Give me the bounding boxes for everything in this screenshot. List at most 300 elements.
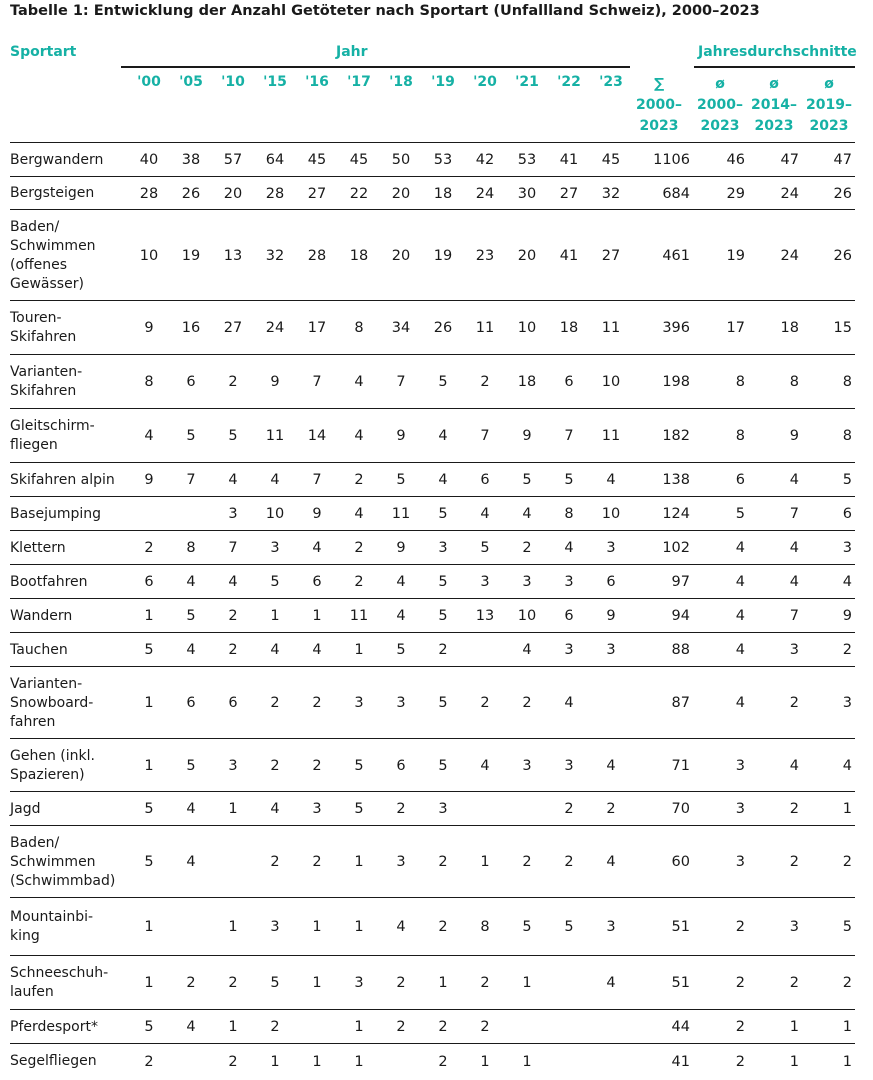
year-value-cell — [171, 898, 211, 956]
year-value-cell: 3 — [228, 757, 238, 774]
year-value-cell: 4 — [354, 428, 364, 444]
average-cell: 1 — [789, 1019, 799, 1035]
year-value-cell: 2 — [354, 540, 364, 556]
year-value-cell: 2 — [564, 801, 574, 817]
year-header: '23 — [599, 74, 623, 90]
year-value-cell: 26 — [433, 320, 453, 336]
sum-cell: 198 — [662, 374, 690, 390]
year-value-cell — [507, 1010, 547, 1044]
sport-label: Varianten- Snowboard- fahren — [10, 675, 94, 730]
average-cell: 1 — [789, 1053, 799, 1070]
year-value-cell: 2 — [480, 1019, 490, 1035]
sport-label: Gleitschirm- fliegen — [10, 418, 95, 453]
year-value-cell: 22 — [349, 185, 369, 202]
table-row — [10, 408, 855, 463]
average-cell: 8 — [842, 374, 852, 390]
table-row — [10, 666, 855, 739]
year-header: '00 — [137, 74, 161, 90]
table-row — [10, 791, 855, 826]
year-value-cell: 1 — [312, 608, 322, 624]
average-cell: 4 — [842, 574, 852, 590]
header-avg-2000-2023: ø 2000– 2023 — [697, 76, 743, 134]
average-cell: 3 — [735, 854, 745, 870]
sum-cell: 70 — [671, 801, 690, 817]
header-avg-2019-2023: ø 2019– 2023 — [806, 76, 852, 134]
year-value-cell: 2 — [480, 975, 490, 991]
sum-cell: 44 — [671, 1019, 690, 1035]
table-row — [10, 955, 855, 1010]
average-cell: 4 — [735, 574, 745, 590]
sum-cell: 182 — [662, 428, 690, 444]
year-value-cell: 1 — [354, 642, 364, 658]
year-value-cell: 2 — [228, 608, 238, 624]
average-cell: 47 — [833, 152, 852, 168]
sum-cell: 87 — [671, 695, 690, 711]
average-cell: 4 — [735, 642, 745, 658]
year-value-cell: 2 — [186, 975, 196, 991]
table-row — [10, 354, 855, 409]
year-value-cell: 6 — [564, 608, 574, 624]
year-value-cell: 5 — [354, 801, 364, 817]
average-cell: 1 — [842, 801, 852, 817]
year-value-cell: 6 — [606, 574, 616, 590]
year-value-cell: 6 — [186, 695, 196, 711]
table-title: Tabelle 1: Entwicklung der Anzahl Getöteter nach Sportart (Unfallland Schweiz), 2000–2023 — [10, 3, 760, 19]
sport-label: Baden/ Schwimmen (Schwimmbad) — [10, 834, 116, 889]
year-value-cell: 7 — [396, 374, 406, 390]
year-value-cell: 1 — [354, 1053, 364, 1070]
year-value-cell: 11 — [391, 506, 411, 522]
year-value-cell: 1 — [270, 1053, 280, 1070]
year-value-cell: 5 — [228, 428, 238, 444]
average-cell: 5 — [842, 472, 852, 488]
average-cell: 3 — [789, 919, 799, 935]
year-value-cell: 3 — [396, 695, 406, 711]
year-value-cell: 14 — [307, 428, 327, 444]
year-value-cell: 2 — [480, 374, 490, 390]
year-value-cell: 3 — [228, 506, 238, 522]
year-value-cell: 1 — [438, 975, 448, 991]
year-header: '20 — [473, 74, 497, 90]
year-header: '18 — [389, 74, 413, 90]
year-value-cell: 1 — [144, 919, 154, 935]
table-row — [10, 530, 855, 565]
year-value-cell: 7 — [564, 428, 574, 444]
year-value-cell: 11 — [601, 428, 621, 444]
year-value-cell — [213, 826, 253, 898]
year-value-cell: 4 — [270, 642, 280, 658]
year-value-cell: 8 — [186, 540, 196, 556]
year-header: '17 — [347, 74, 371, 90]
year-header: '21 — [515, 74, 539, 90]
year-value-cell: 10 — [517, 608, 537, 624]
average-cell: 6 — [842, 506, 852, 522]
year-value-cell: 4 — [564, 695, 574, 711]
sum-cell: 461 — [662, 247, 690, 264]
average-cell: 29 — [726, 185, 745, 202]
year-value-cell: 30 — [517, 185, 537, 202]
year-value-cell: 3 — [564, 642, 574, 658]
year-value-cell: 4 — [438, 472, 448, 488]
year-value-cell — [465, 633, 505, 667]
year-value-cell: 5 — [438, 695, 448, 711]
sum-cell: 396 — [662, 320, 690, 336]
average-cell: 3 — [735, 801, 745, 817]
table-row — [10, 496, 855, 531]
table-row — [10, 209, 855, 301]
year-value-cell: 9 — [522, 428, 532, 444]
year-value-cell: 17 — [307, 320, 327, 336]
year-value-cell: 4 — [354, 374, 364, 390]
year-value-cell: 26 — [181, 185, 201, 202]
sport-label: Bergsteigen — [10, 185, 95, 201]
average-cell: 6 — [735, 472, 745, 488]
sport-label: Gehen (inkl. Spazieren) — [10, 747, 95, 783]
sport-label: Baden/ Schwimmen (offenes Gewässer) — [10, 218, 96, 292]
average-cell: 5 — [842, 919, 852, 935]
year-value-cell: 1 — [354, 1019, 364, 1035]
year-value-cell: 4 — [270, 472, 280, 488]
year-value-cell: 2 — [522, 540, 532, 556]
year-value-cell: 4 — [606, 472, 616, 488]
average-cell: 2 — [789, 854, 799, 870]
year-value-cell: 3 — [396, 854, 406, 870]
header-avg-2014-2023: ø 2014– 2023 — [751, 76, 797, 134]
year-value-cell: 10 — [265, 506, 285, 522]
average-cell: 4 — [735, 695, 745, 711]
year-value-cell: 3 — [270, 540, 280, 556]
sum-cell: 41 — [671, 1053, 690, 1070]
year-value-cell: 2 — [438, 919, 448, 935]
year-value-cell: 4 — [606, 757, 616, 774]
average-cell: 7 — [789, 506, 799, 522]
year-value-cell: 2 — [606, 801, 616, 817]
year-value-cell: 57 — [223, 152, 243, 168]
year-value-cell: 1 — [228, 801, 238, 817]
average-cell: 18 — [780, 320, 799, 336]
year-value-cell — [549, 956, 589, 1010]
year-value-cell: 1 — [522, 1053, 532, 1070]
year-value-cell: 45 — [307, 152, 327, 168]
year-value-cell: 7 — [186, 472, 196, 488]
year-value-cell: 9 — [606, 608, 616, 624]
year-value-cell: 4 — [480, 506, 490, 522]
year-value-cell: 8 — [480, 919, 490, 935]
year-value-cell: 5 — [396, 642, 406, 658]
sum-cell: 88 — [671, 642, 690, 658]
average-cell: 1 — [842, 1019, 852, 1035]
sum-cell: 102 — [662, 540, 690, 556]
table-row — [10, 897, 855, 956]
table-row — [10, 825, 855, 898]
sport-label: Mountainbi- king — [10, 909, 94, 944]
year-value-cell: 28 — [265, 185, 285, 202]
year-value-cell: 2 — [438, 1053, 448, 1070]
year-value-cell: 10 — [601, 374, 621, 390]
average-cell: 4 — [789, 574, 799, 590]
table-row — [10, 142, 855, 177]
year-value-cell: 11 — [601, 320, 621, 336]
year-value-cell: 4 — [396, 919, 406, 935]
sum-cell: 94 — [671, 608, 690, 624]
year-value-cell: 1 — [228, 1019, 238, 1035]
year-value-cell: 3 — [564, 757, 574, 774]
year-value-cell: 10 — [517, 320, 537, 336]
year-value-cell: 2 — [228, 1053, 238, 1070]
average-cell: 8 — [735, 428, 745, 444]
sport-label: Schneeschuh- laufen — [10, 965, 109, 1000]
table-row — [10, 300, 855, 355]
year-value-cell: 20 — [223, 185, 243, 202]
year-header: '05 — [179, 74, 203, 90]
average-cell: 2 — [842, 642, 852, 658]
average-cell: 26 — [833, 247, 852, 264]
year-value-cell: 3 — [312, 801, 322, 817]
year-value-cell: 7 — [228, 540, 238, 556]
year-value-cell: 1 — [354, 854, 364, 870]
year-value-cell: 5 — [186, 428, 196, 444]
year-value-cell: 23 — [475, 247, 495, 264]
average-cell: 2 — [735, 975, 745, 991]
year-value-cell: 2 — [522, 695, 532, 711]
year-value-cell: 18 — [433, 185, 453, 202]
average-cell: 2 — [842, 854, 852, 870]
year-value-cell: 4 — [228, 472, 238, 488]
average-cell: 15 — [833, 320, 852, 336]
year-header: '10 — [221, 74, 245, 90]
average-cell: 3 — [842, 695, 852, 711]
year-value-cell: 2 — [228, 975, 238, 991]
year-value-cell: 4 — [312, 642, 322, 658]
year-value-cell: 3 — [522, 574, 532, 590]
header-sum: ∑ 2000– 2023 — [636, 76, 682, 134]
year-value-cell: 45 — [601, 152, 621, 168]
year-value-cell: 2 — [312, 757, 322, 774]
year-value-cell: 5 — [438, 506, 448, 522]
year-value-cell: 4 — [396, 608, 406, 624]
sport-label: Bootfahren — [10, 573, 88, 590]
year-header: '15 — [263, 74, 287, 90]
year-value-cell: 2 — [228, 642, 238, 658]
average-cell: 7 — [789, 608, 799, 624]
sum-cell: 60 — [671, 854, 690, 870]
year-value-cell: 13 — [223, 247, 243, 264]
year-value-cell: 1 — [144, 975, 154, 991]
year-value-cell: 4 — [270, 801, 280, 817]
sum-cell: 1106 — [653, 152, 690, 168]
year-value-cell: 11 — [349, 608, 369, 624]
year-value-cell: 4 — [564, 540, 574, 556]
year-value-cell: 2 — [312, 695, 322, 711]
year-value-cell: 28 — [307, 247, 327, 264]
table-row — [10, 1043, 855, 1079]
year-value-cell: 19 — [181, 247, 201, 264]
year-value-cell — [129, 497, 169, 531]
year-value-cell: 5 — [564, 472, 574, 488]
table-row — [10, 632, 855, 667]
year-value-cell: 28 — [139, 185, 159, 202]
year-value-cell: 2 — [438, 1019, 448, 1035]
year-value-cell: 4 — [186, 574, 196, 590]
year-value-cell: 4 — [438, 428, 448, 444]
year-value-cell: 3 — [522, 757, 532, 774]
year-value-cell: 2 — [270, 757, 280, 774]
year-value-cell — [507, 792, 547, 826]
year-value-cell: 1 — [480, 854, 490, 870]
year-value-cell — [549, 1044, 589, 1079]
year-value-cell: 2 — [480, 695, 490, 711]
sport-label: Basejumping — [10, 505, 102, 522]
sum-cell: 124 — [662, 506, 690, 522]
sport-label: Varianten- Skifahren — [10, 364, 83, 399]
year-value-cell: 27 — [601, 247, 621, 264]
year-value-cell: 6 — [144, 574, 154, 590]
sport-label: Wandern — [10, 607, 73, 624]
year-value-cell: 7 — [312, 472, 322, 488]
year-value-cell: 7 — [312, 374, 322, 390]
year-value-cell — [591, 1044, 631, 1079]
year-value-cell: 6 — [564, 374, 574, 390]
year-value-cell: 5 — [438, 574, 448, 590]
year-value-cell: 5 — [144, 801, 154, 817]
year-value-cell: 11 — [475, 320, 495, 336]
year-value-cell: 20 — [517, 247, 537, 264]
average-cell: 47 — [780, 152, 799, 168]
header-sportart: Sportart — [10, 44, 77, 60]
year-value-cell: 8 — [144, 374, 154, 390]
year-value-cell: 5 — [396, 472, 406, 488]
year-value-cell: 5 — [186, 757, 196, 774]
year-value-cell: 3 — [606, 540, 616, 556]
year-value-cell: 1 — [480, 1053, 490, 1070]
year-value-cell: 19 — [433, 247, 453, 264]
year-value-cell: 6 — [228, 695, 238, 711]
year-value-cell: 64 — [265, 152, 285, 168]
average-cell: 2 — [789, 975, 799, 991]
year-value-cell: 9 — [144, 472, 154, 488]
average-cell: 4 — [789, 757, 799, 774]
year-header: '16 — [305, 74, 329, 90]
sport-label: Pferdesport* — [10, 1018, 98, 1035]
year-value-cell: 18 — [349, 247, 369, 264]
average-cell: 26 — [833, 185, 852, 202]
year-value-cell — [591, 1010, 631, 1044]
year-value-cell: 9 — [144, 320, 154, 336]
year-value-cell — [549, 1010, 589, 1044]
average-cell: 9 — [842, 608, 852, 624]
year-value-cell: 5 — [438, 374, 448, 390]
year-value-cell: 2 — [564, 854, 574, 870]
sum-cell: 97 — [671, 574, 690, 590]
average-cell: 2 — [735, 1053, 745, 1070]
year-value-cell: 9 — [396, 540, 406, 556]
year-value-cell: 24 — [265, 320, 285, 336]
year-value-cell: 3 — [354, 975, 364, 991]
average-cell: 4 — [842, 757, 852, 774]
year-value-cell: 7 — [480, 428, 490, 444]
year-value-cell: 5 — [144, 854, 154, 870]
year-value-cell — [381, 1044, 421, 1079]
average-cell: 5 — [735, 506, 745, 522]
average-cell: 4 — [789, 472, 799, 488]
sport-label: Skifahren alpin — [10, 471, 115, 488]
table-row — [10, 598, 855, 633]
sum-cell: 51 — [671, 919, 690, 935]
year-value-cell: 1 — [144, 695, 154, 711]
year-value-cell: 3 — [438, 801, 448, 817]
sport-label: Klettern — [10, 539, 66, 556]
year-value-cell: 2 — [438, 854, 448, 870]
year-value-cell: 4 — [186, 854, 196, 870]
average-cell: 2 — [735, 1019, 745, 1035]
year-value-cell: 38 — [181, 152, 201, 168]
year-value-cell: 16 — [181, 320, 201, 336]
year-value-cell: 1 — [522, 975, 532, 991]
year-value-cell: 18 — [517, 374, 537, 390]
year-value-cell: 1 — [312, 1053, 322, 1070]
average-cell: 8 — [789, 374, 799, 390]
year-value-cell: 4 — [144, 428, 154, 444]
year-value-cell: 1 — [144, 757, 154, 774]
sum-cell: 71 — [671, 757, 690, 774]
year-value-cell: 1 — [270, 608, 280, 624]
year-value-cell: 4 — [522, 506, 532, 522]
year-value-cell — [465, 792, 505, 826]
average-cell: 4 — [735, 608, 745, 624]
year-value-cell: 10 — [139, 247, 159, 264]
sport-label: Tauchen — [10, 641, 68, 658]
year-value-cell: 20 — [391, 247, 411, 264]
year-value-cell: 41 — [559, 152, 579, 168]
year-value-cell: 5 — [186, 608, 196, 624]
sport-label: Touren- Skifahren — [10, 310, 77, 345]
sum-cell: 51 — [671, 975, 690, 991]
year-value-cell — [171, 1044, 211, 1079]
year-value-cell: 10 — [601, 506, 621, 522]
average-cell: 2 — [789, 801, 799, 817]
average-cell: 46 — [726, 152, 745, 168]
year-value-cell: 27 — [307, 185, 327, 202]
average-cell: 24 — [780, 247, 799, 264]
header-jahr: Jahr — [336, 44, 368, 60]
year-value-cell: 2 — [438, 642, 448, 658]
year-value-cell: 5 — [522, 919, 532, 935]
average-cell: 17 — [726, 320, 745, 336]
sum-cell: 684 — [662, 185, 690, 202]
year-value-cell: 1 — [354, 919, 364, 935]
year-value-cell: 27 — [559, 185, 579, 202]
year-value-cell: 5 — [564, 919, 574, 935]
year-value-cell: 2 — [228, 374, 238, 390]
average-cell: 2 — [842, 975, 852, 991]
year-value-cell: 3 — [606, 642, 616, 658]
year-value-cell: 2 — [396, 1019, 406, 1035]
year-value-cell: 3 — [438, 540, 448, 556]
average-cell: 3 — [735, 757, 745, 774]
year-value-cell: 5 — [354, 757, 364, 774]
year-value-cell: 5 — [438, 608, 448, 624]
year-value-cell: 4 — [396, 574, 406, 590]
year-value-cell: 5 — [522, 472, 532, 488]
year-value-cell: 3 — [564, 574, 574, 590]
year-value-cell: 3 — [270, 919, 280, 935]
year-value-cell: 5 — [438, 757, 448, 774]
year-value-cell: 3 — [480, 574, 490, 590]
table-row — [10, 1009, 855, 1044]
year-value-cell: 4 — [312, 540, 322, 556]
year-value-cell: 2 — [354, 472, 364, 488]
table-row — [10, 564, 855, 599]
